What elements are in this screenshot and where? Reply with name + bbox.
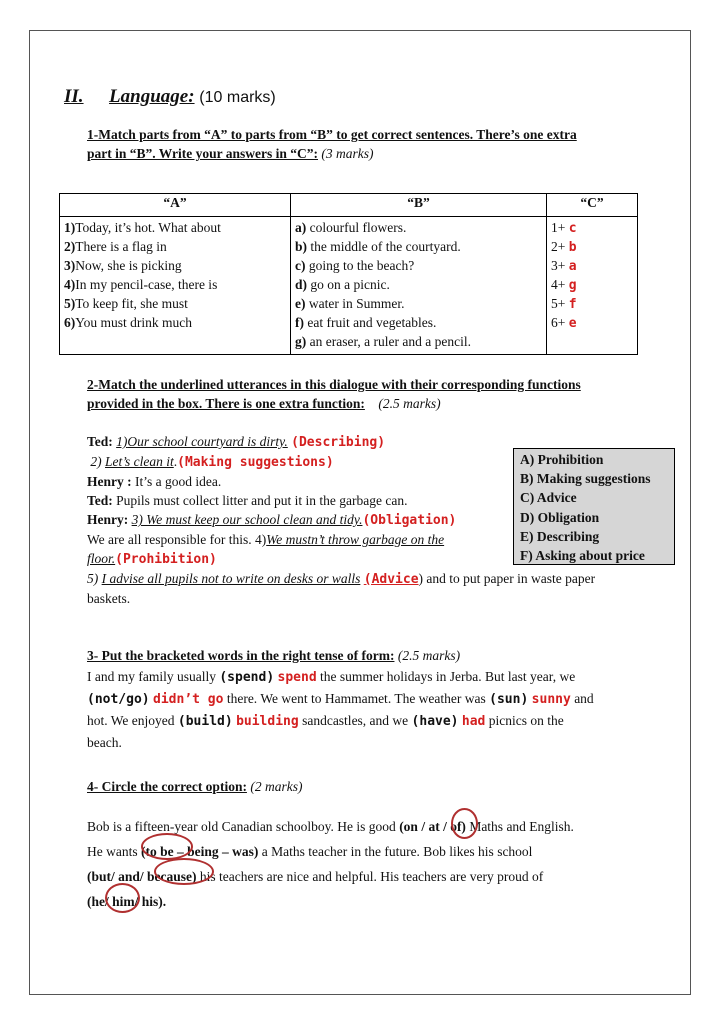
functions-box <box>513 448 675 565</box>
function-item: B) Making suggestions <box>520 471 651 487</box>
section-marks: (10 marks) <box>199 89 276 106</box>
b-item: f) eat fruit and vegetables. <box>295 315 437 330</box>
column-b <box>291 217 547 355</box>
function-item: F) Asking about price <box>520 548 645 564</box>
dialogue-line: 2) Let’s clean it.(Making suggestions) <box>90 454 334 470</box>
c-answer: 1+ c <box>551 220 577 236</box>
section-numeral: II. <box>64 86 84 107</box>
column-c <box>547 217 638 355</box>
q2-line2: provided in the box. There is one extra function: <box>87 396 365 411</box>
dialogue-line: Ted: 1)Our school courtyard is dirty. (Describing) <box>87 434 386 450</box>
q1-marks: (3 marks) <box>321 146 374 161</box>
q4-line: He wants (to be – being – was) a Maths teacher in the future. Bob likes his school <box>87 844 533 859</box>
section-title: Language: <box>109 86 195 107</box>
function-item: D) Obligation <box>520 509 600 525</box>
a-item: 6)You must drink much <box>64 315 193 330</box>
q4-line: (but/ and/ because) his teachers are nice and helpful. His teachers are very proud of <box>87 869 544 884</box>
c-answer: 5+ f <box>551 296 577 312</box>
q4-line: (he/ him/ his). <box>87 894 167 909</box>
section-header <box>64 86 276 108</box>
dialogue-line: floor.(Prohibition) <box>87 551 217 567</box>
header-a: “A” <box>60 194 291 217</box>
q4-line: Bob is a fifteen-year old Canadian schoolboy. He is good (on / at / of) Maths and English. <box>87 819 574 834</box>
dialogue-line: Ted: Pupils must collect litter and put it in the garbage can. <box>87 493 408 508</box>
matching-table <box>59 193 638 355</box>
a-item: 1)Today, it’s hot. What about <box>64 220 221 235</box>
q3-line: (not/go) didn’t go there. We went to Hammamet. The weather was (sun) sunny and <box>87 691 594 707</box>
dialogue-line: baskets. <box>87 591 131 606</box>
c-answer: 3+ a <box>551 258 577 274</box>
a-item: 2)There is a flag in <box>64 239 167 254</box>
q3-line: I and my family usually (spend) spend the summer holidays in Jerba. But last year, we <box>87 669 576 685</box>
answer-circle-to-be <box>141 833 193 860</box>
b-item: d) go on a picnic. <box>295 277 390 292</box>
column-a <box>60 217 291 355</box>
header-b: “B” <box>291 194 547 217</box>
b-item: g) an eraser, a ruler and a pencil. <box>295 334 471 349</box>
dialogue-line: Henry: 3) We must keep our school clean and tidy.(Obligation) <box>87 512 457 528</box>
q1-line1: 1-Match parts from “A” to parts from “B” to get correct sentences. There’s one extra <box>87 127 577 142</box>
q2-line1: 2-Match the underlined utterances in this dialogue with their corresponding functions <box>87 377 581 392</box>
q3-line: hot. We enjoyed (build) building sandcastles, and we (have) had picnics on the <box>87 713 564 729</box>
dialogue-line: We are all responsible for this. 4)We mustn’t throw garbage on the <box>87 532 445 547</box>
answer-circle-at <box>451 808 478 839</box>
a-item: 4)In my pencil-case, there is <box>64 277 218 292</box>
b-item: c) going to the beach? <box>295 258 415 273</box>
c-answer: 4+ g <box>551 277 577 293</box>
a-item: 3)Now, she is picking <box>64 258 182 273</box>
b-item: e) water in Summer. <box>295 296 405 311</box>
q2-instruction <box>87 375 581 413</box>
q3-line: beach. <box>87 735 122 750</box>
b-item: b) the middle of the courtyard. <box>295 239 461 254</box>
function-item: A) Prohibition <box>520 452 604 467</box>
q3-title-line: 3- Put the bracketed words in the right tense of form: (2.5 marks) <box>87 648 461 663</box>
q4-title-line: 4- Circle the correct option: (2 marks) <box>87 779 303 794</box>
dialogue-line: Henry : It’s a good idea. <box>87 474 222 489</box>
answer-circle-because <box>154 858 214 885</box>
function-item: C) Advice <box>520 490 577 506</box>
q3-section <box>87 645 594 753</box>
b-item: a) colourful flowers. <box>295 220 407 235</box>
c-answer: 2+ b <box>551 239 577 255</box>
dialogue-line: 5) I advise all pupils not to write on desks or walls (Advice) and to put paper in waste paper <box>87 571 596 587</box>
answer-circle-him <box>105 883 140 913</box>
q2-marks: (2.5 marks) <box>378 396 441 411</box>
header-c: “C” <box>547 194 638 217</box>
a-item: 5)To keep fit, she must <box>64 296 188 311</box>
function-item: E) Describing <box>520 528 600 544</box>
c-answer: 6+ e <box>551 315 577 331</box>
q1-line2: part in “B”. Write your answers in “C”: <box>87 146 319 161</box>
q1-instruction <box>87 125 577 163</box>
